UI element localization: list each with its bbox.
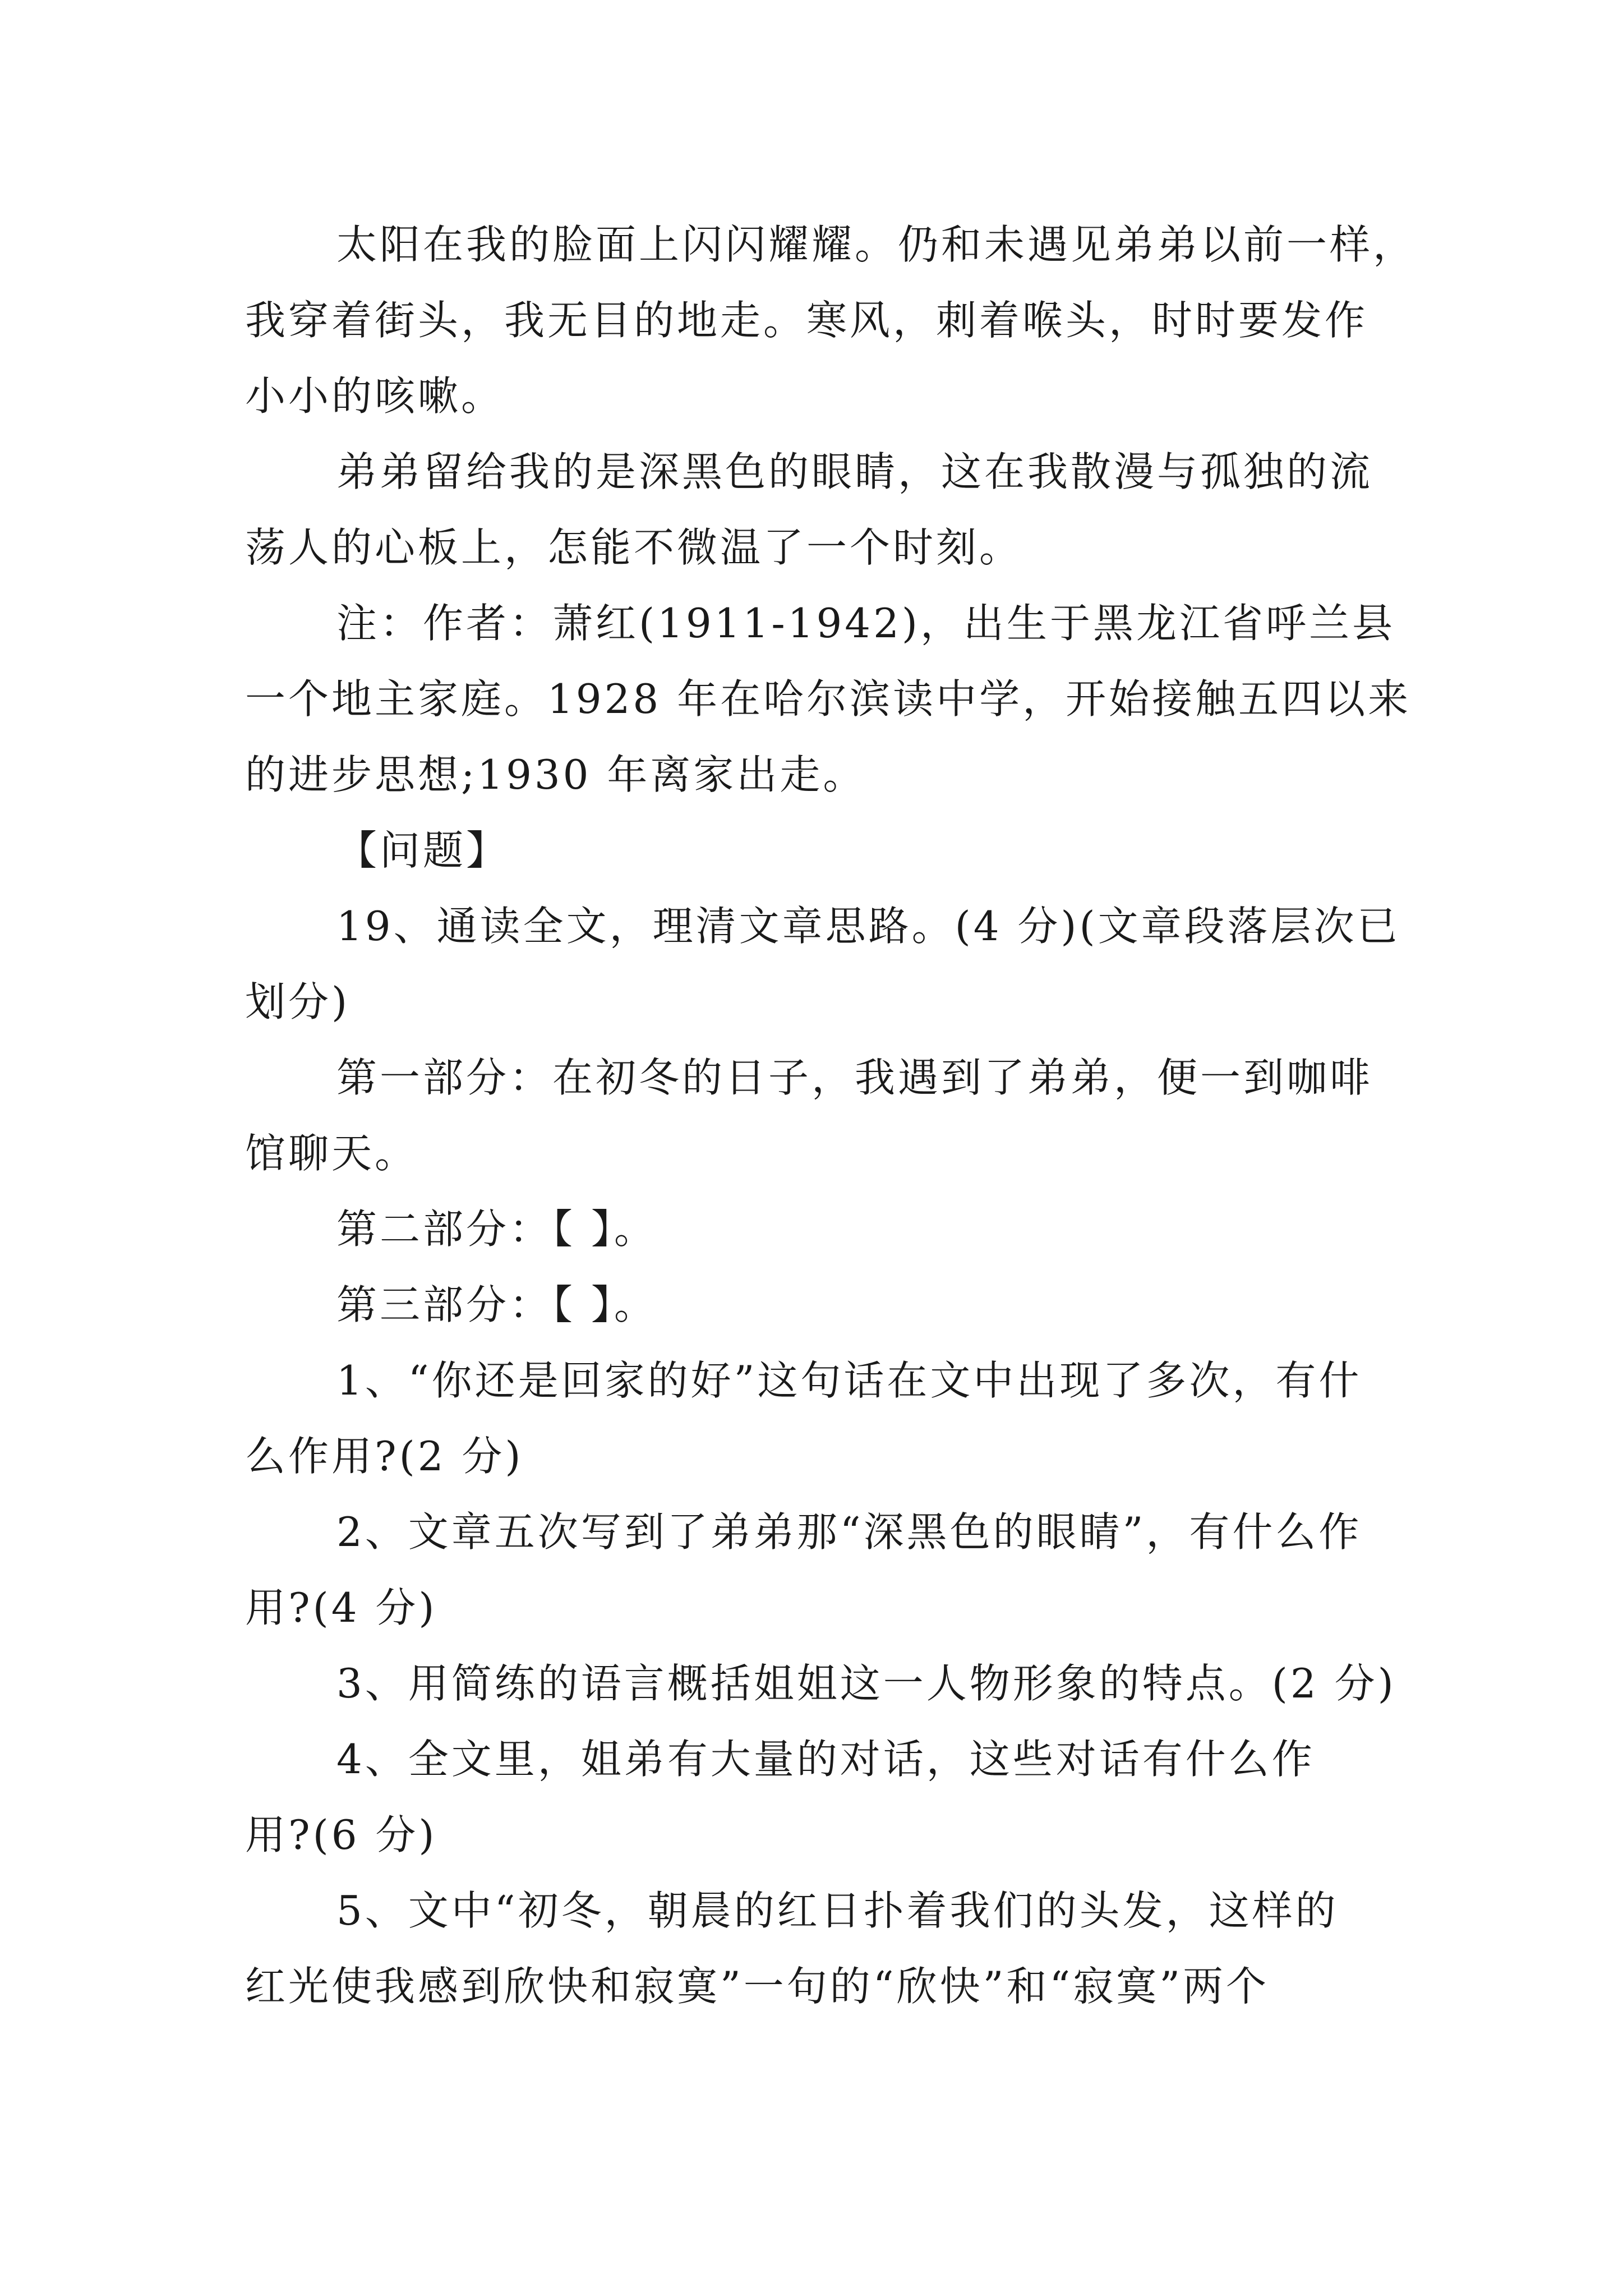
question-line: 用?(6 分) <box>245 1811 437 1858</box>
question-line: 1、“你还是回家的好”这句话在文中出现了多次，有什 <box>336 1357 1362 1404</box>
answer-line: 第二部分：【 】。 <box>336 1205 657 1253</box>
text-line: 一个地主家庭。1928 年在哈尔滨读中学，开始接触五四以来 <box>245 675 1412 723</box>
question-line: 5、文中“初冬，朝晨的红日扑着我们的头发，这样的 <box>336 1887 1339 1934</box>
text-line: 太阳在我的脸面上闪闪耀耀。仍和未遇见弟弟以前一样， <box>336 221 1417 268</box>
question-line: 4、全文里，姐弟有大量的对话，这些对话有什么作 <box>336 1736 1315 1783</box>
text-line: 小小的咳嗽。 <box>245 372 505 420</box>
question-line: 19、通读全文，理清文章思路。(4 分)(文章段落层次已 <box>336 903 1400 950</box>
text-line: 弟弟留给我的是深黑色的眼睛，这在我散漫与孤独的流 <box>336 448 1373 495</box>
question-line: 用?(4 分) <box>245 1584 437 1631</box>
question-line: 3、用简练的语言概括姐姐这一人物形象的特点。(2 分) <box>336 1660 1396 1707</box>
answer-line: 第三部分：【 】。 <box>336 1281 657 1328</box>
answer-line: 第一部分：在初冬的日子，我遇到了弟弟，便一到咖啡 <box>336 1054 1373 1101</box>
text-line: 我穿着街头，我无目的地走。寒风，刺着喉头，时时要发作 <box>245 297 1368 344</box>
question-line: 红光使我感到欣快和寂寞”一句的“欣快”和“寂寞”两个 <box>245 1963 1270 2010</box>
answer-line: 馆聊天。 <box>245 1130 418 1177</box>
text-line: 荡人的心板上，怎能不微温了一个时刻。 <box>245 524 1023 571</box>
question-line: 2、文章五次写到了弟弟那“深黑色的眼睛”，有什么作 <box>336 1508 1362 1556</box>
text-line: 注：作者：萧红(1911-1942)，出生于黑龙江省呼兰县 <box>336 600 1395 647</box>
section-heading: 【问题】 <box>336 827 510 874</box>
question-line: 划分) <box>245 978 351 1025</box>
question-line: 么作用?(2 分) <box>245 1433 524 1480</box>
text-line: 的进步思想;1930 年离家出走。 <box>245 751 866 798</box>
